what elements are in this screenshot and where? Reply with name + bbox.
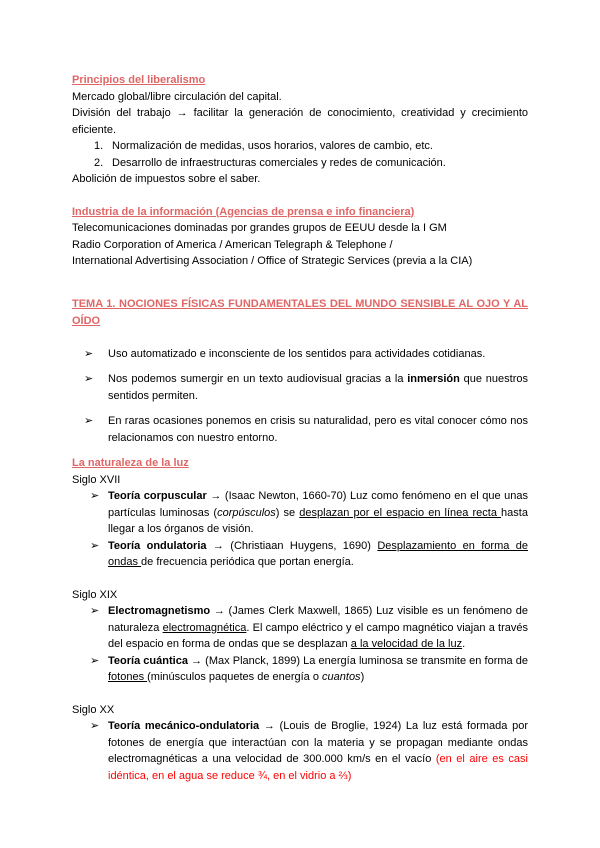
paragraph-telecom: Telecomunicaciones dominadas por grandes grupos de EEUU desde la I GM bbox=[72, 222, 447, 234]
paragraph-mercado: Mercado global/libre circulación del capital. bbox=[72, 90, 282, 103]
list-item bbox=[94, 138, 528, 155]
heading-liberalismo: Principios del liberalismo bbox=[72, 74, 206, 86]
theory-item bbox=[90, 488, 528, 538]
bullet-text: Nos podemos sumergir en un texto audiovisual gracias a la inmersión que nuestros sentidos permiten. bbox=[108, 373, 529, 402]
theory-item bbox=[90, 603, 528, 653]
theory-text: Teoría corpuscular → (Isaac Newton, 1660-70) Luz como fenómeno en el que unas partículas luminosas (corpúsculos) se desplazan por el espacio en línea recta hasta llegar a los órganos de visión. bbox=[108, 490, 528, 535]
bullet-item bbox=[84, 346, 528, 363]
arrow-bullet-icon: ➢ bbox=[90, 720, 100, 732]
paragraph-iaa: International Advertising Association / Office of Strategic Services (previa a la CIA) bbox=[72, 255, 473, 267]
list-number: 2. bbox=[94, 156, 104, 169]
arrow-bullet-icon: ➢ bbox=[84, 415, 94, 427]
arrow-bullet-icon: ➢ bbox=[90, 654, 100, 667]
arrow-bullet-icon: ➢ bbox=[90, 605, 100, 617]
document-page bbox=[72, 72, 528, 784]
theory-item bbox=[90, 538, 528, 571]
list-item bbox=[94, 155, 528, 172]
theory-item bbox=[90, 653, 528, 686]
arrow-bullet-icon: ➢ bbox=[84, 347, 94, 360]
theory-text: Teoría ondulatoria → (Christiaan Huygens, 1690) Desplazamiento en forma de ondas de frecuencia periódica que portan energía. bbox=[108, 539, 529, 568]
paragraph-radio: Radio Corporation of America / American Telegraph & Telephone / bbox=[72, 238, 393, 251]
arrow-bullet-icon: ➢ bbox=[84, 373, 94, 385]
theory-item bbox=[90, 718, 528, 784]
heading-naturaleza-luz: La naturaleza de la luz bbox=[72, 457, 189, 469]
heading-industria: Industria de la información (Agencias de prensa e info financiera) bbox=[72, 205, 415, 218]
heading-tema-1: TEMA 1. NOCIONES FÍSICAS FUNDAMENTALES DEL MUNDO SENSIBLE AL OJO Y AL OÍDO bbox=[72, 297, 528, 327]
century-label: Siglo XX bbox=[72, 703, 115, 716]
theory-text: Teoría cuántica → (Max Planck, 1899) La energía luminosa se transmite en forma de fotones (minúsculos paquetes de energía o cuantos) bbox=[108, 654, 528, 683]
bullet-text: Uso automatizado e inconsciente de los sentidos para actividades cotidianas. bbox=[108, 347, 486, 360]
bullet-text: En raras ocasiones ponemos en crisis su naturalidad, pero es vital conocer cómo nos relacionamos con nuestro entorno. bbox=[108, 415, 528, 444]
century-label: Siglo XVII bbox=[72, 473, 121, 486]
paragraph-division: División del trabajo → facilitar la generación de conocimiento, creatividad y crecimiento eficiente. bbox=[72, 107, 528, 136]
arrow-bullet-icon: ➢ bbox=[90, 539, 100, 552]
list-text: Desarrollo de infraestructuras comerciales y redes de comunicación. bbox=[112, 156, 446, 169]
arrow-bullet-icon: ➢ bbox=[90, 490, 100, 502]
century-label: Siglo XIX bbox=[72, 588, 118, 601]
numbered-list bbox=[72, 138, 528, 171]
list-text: Normalización de medidas, usos horarios, valores de cambio, etc. bbox=[112, 140, 433, 152]
theory-text: Teoría mecánico-ondulatoria → (Louis de Broglie, 1924) La luz está formada por fotones de energía que interactúan con la materia y se propagan mediante ondas electromagnéticas a una velocidad de 300.000 km/s en el vacío (en el aire es casi idéntica, en el agua se reduce ¾, en el vidrio a ⅔) bbox=[108, 720, 528, 782]
bullet-item bbox=[84, 413, 528, 446]
theory-text: Electromagnetismo → (James Clerk Maxwell, 1865) Luz visible es un fenómeno de naturaleza electromagnética. El campo eléctrico y el campo magnético viajan a través del espacio en forma de ondas que se desplazan a la velocidad de la luz. bbox=[108, 605, 528, 650]
list-number: 1. bbox=[94, 140, 104, 152]
bullet-item bbox=[84, 371, 528, 404]
paragraph-abolicion: Abolición de impuestos sobre el saber. bbox=[72, 173, 261, 185]
